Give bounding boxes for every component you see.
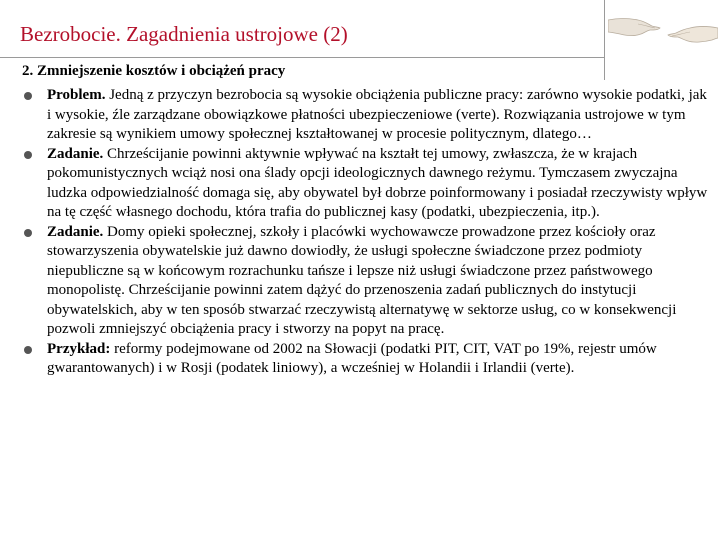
title-underline — [0, 57, 604, 58]
bullet-dot-icon — [24, 229, 32, 237]
item-lead: Problem. — [47, 87, 106, 103]
item-text: Chrześcijanie powinni aktywnie wpływać na kształt tej umowy, zwłaszcza, że w krajach pokomunistycznych wciąż nosi ona ślady opcji ideologicznych dawnego reżymu. Tymczasem zwyczajna ludzka odpowiedzialność domaga się, aby obywatel był dobrze poinformowany i posiadał rzeczywisty wpływ na tę część własnego dochodu, która trafia do publicznej kasy (podatki, ubezpieczenia, itp.). — [47, 145, 708, 220]
item-text: Domy opieki społecznej, szkoły i placówki wychowawcze prowadzone przez kościoły oraz stowarzyszenia obywatelskie już dawno dowiodły, że usługi społeczne świadczone przez podmioty niepubliczne są w końcowym rozrachunku tańsze i lepsze niż usługi świadczone przez państwowego monopolistę. Chrześcijanie powinni zatem dążyć do przenoszenia zadań publicznych do instytucji obywatelskich, aby w ten sposób stwarzać rzeczywistą alternatywę w sektorze usług, co w konsekwencji pozwoli zmniejszyć obciążenia pracy i stworzy na popyt na pracę. — [47, 223, 677, 337]
item-text: Jedną z przyczyn bezrobocia są wysokie obciążenia publiczne pracy: zarówno wysokie podatki, jak i wysokie, źle zarządzane obowiązkowe płatności ubezpieczeniowe (verte). Rozwiązania ustrojowe w tym zakresie są wynikiem umowy społecznej kształtowanej w procesie politycznym, dlatego… — [47, 87, 707, 142]
section-heading: 2. Zmniejszenie kosztów i obciążeń pracy — [22, 63, 286, 79]
header-divider — [604, 0, 605, 80]
creation-of-adam-hands-icon — [608, 0, 718, 56]
bullet-dot-icon — [24, 92, 32, 100]
item-lead: Zadanie. — [47, 223, 104, 240]
list-item — [22, 86, 712, 145]
slide-title: Bezrobocie. Zagadnienia ustrojowe (2) — [20, 22, 348, 46]
list-item — [22, 223, 712, 340]
item-lead: Przykład: — [47, 340, 111, 357]
item-text: reformy podejmowane od 2002 na Słowacji (podatki PIT, CIT, VAT po 19%, rejestr umów gwarantowanych) i w Rosji (podatek liniowy), a wcześniej w Holandii i Irlandii (verte). — [47, 340, 657, 376]
bullet-list — [22, 86, 712, 379]
item-lead: Zadanie. — [47, 145, 104, 162]
bullet-dot-icon — [24, 346, 32, 354]
list-item — [22, 145, 712, 223]
bullet-dot-icon — [24, 151, 32, 159]
list-item — [22, 340, 712, 379]
